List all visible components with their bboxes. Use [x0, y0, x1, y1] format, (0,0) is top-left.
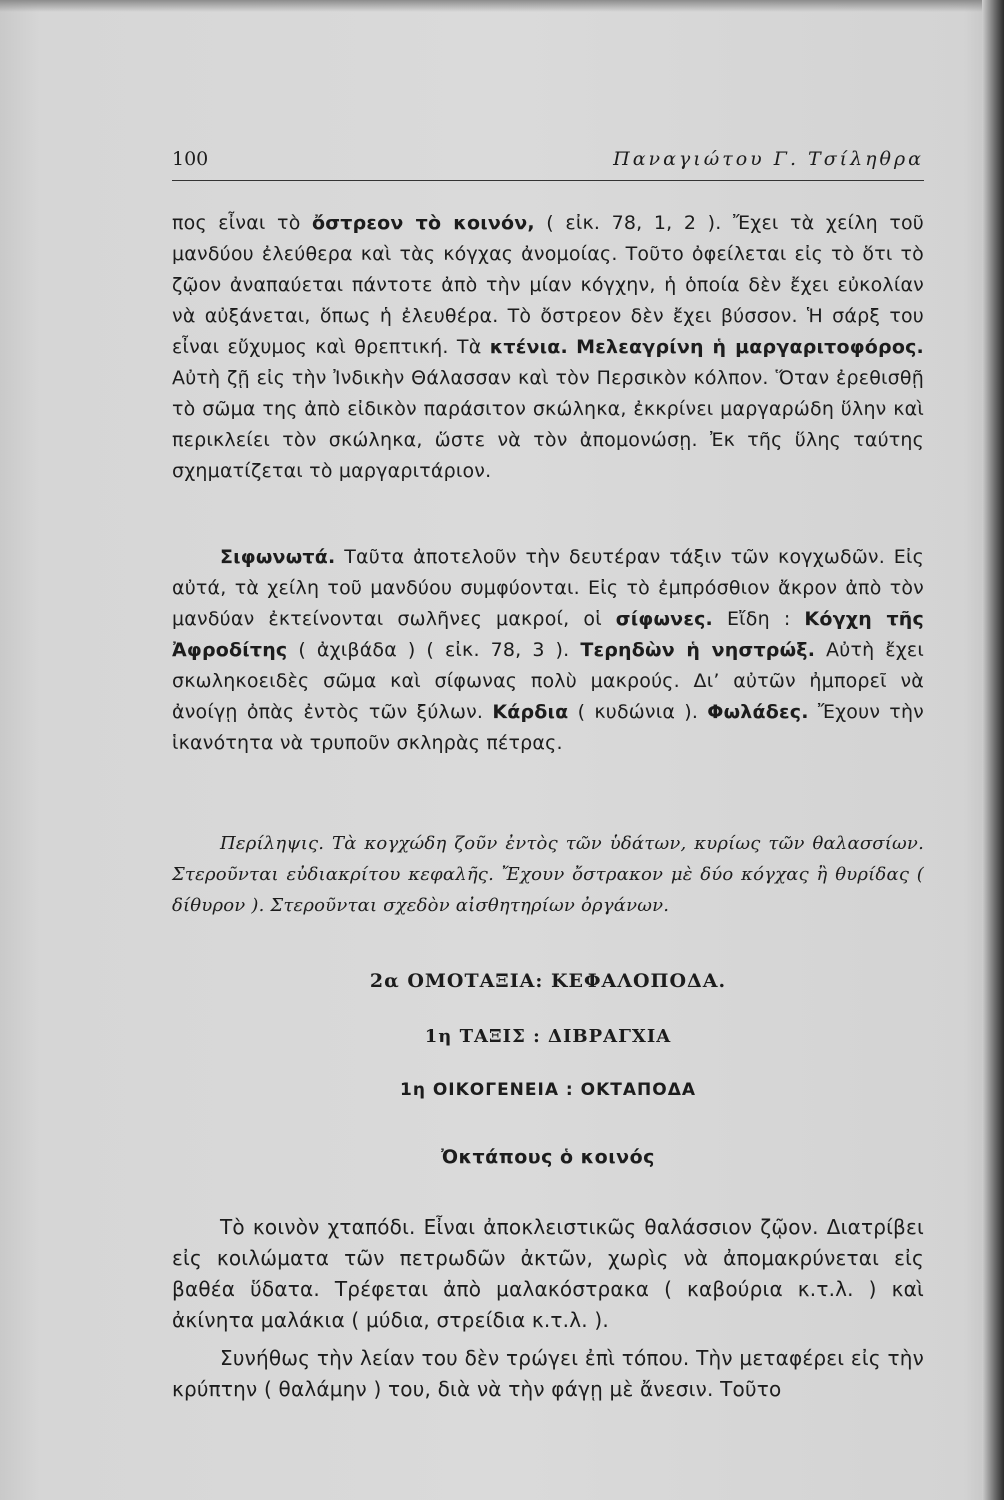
- bold-term: σίφωνες.: [615, 608, 713, 630]
- bold-term: Σιφωνωτά.: [220, 546, 336, 568]
- page-number: 100: [172, 148, 209, 170]
- paragraph-octopus-feeding: Συνήθως τὴν λείαν του δὲν τρώγει ἐπὶ τόπου. Τὴν μεταφέρει εἰς τὴν κρύπτην ( θαλάμην ) του, διὰ νὰ τὴν φάγῃ μὲ ἄνεσιν. Τοῦτο: [172, 1346, 924, 1401]
- heading-class: 2α ΟΜΟΤΑΞΙΑ: ΚΕΦΑΛΟΠΟΔΑ.: [369, 970, 727, 992]
- page-binding-shadow: [982, 0, 1004, 1500]
- text-run: Ἔχουν τὴν ἱκανότητα νὰ τρυποῦν σκληρὰς πέτρας.: [172, 701, 924, 754]
- text-run: πος εἶναι τὸ: [172, 212, 313, 234]
- paragraph-octopus: Τὸ κοινὸν χταπόδι. Εἶναι ἀποκλειστικῶς θαλάσσιον ζῷον. Διατρίβει εἰς κοιλώματα τῶν πετρωδῶν ἀκτῶν, χωρὶς νὰ ἀπομακρύνεται εἰς βαθέα ὕδατα. Τρέφεται ἀπὸ μαλακόστρακα ( καβούρια κ.τ.λ. ) καὶ ἀκίνητα μαλάκια ( μύδια, στρείδια κ.τ.λ. ).: [172, 1215, 924, 1332]
- bold-term: Φωλάδες.: [707, 701, 809, 723]
- bold-term: ὄστρεον τὸ κοινόν,: [312, 212, 535, 234]
- text-run: ( εἰκ. 78, 1, 2 ). Ἔχει τὰ χείλη τοῦ μανδύου ἐλεύθερα καὶ τὰς κόγχας ἀνομοίας. Τοῦτο ὀφείλεται εἰς τὸ ὅτι τὸ ζῷον ἀναπαύεται πάντοτε ἀπὸ τὴν μίαν κόγχην, ἡ ὁποία δὲν ἔχει εὐκολίαν νὰ αὐξάνεται, ὅπως ἡ ἐλευθέρα. Τὸ ὄστρεον δὲν ἔχει βύσσον. Ἡ σάρξ του εἶναι εὔχυμος καὶ θρεπτική. Τὰ: [172, 212, 924, 358]
- paragraph-siphonata: [172, 542, 924, 759]
- text-run: ( ἀχιβάδα ) ( εἰκ. 78, 3 ).: [287, 639, 581, 661]
- paragraph-oysters: [172, 208, 924, 487]
- paragraph-summary: Περίληψις. Τὰ κογχώδη ζοῦν ἐντὸς τῶν ὑδάτων, κυρίως τῶν θαλασσίων. Στεροῦνται εὐδιακρίτου κεφαλῆς. Ἔχουν ὄστρακον μὲ δύο κόγχας ἢ θυρίδας ( δίθυρον ). Στεροῦνται σχεδὸν αἰσθητηρίων ὀργάνων.: [172, 833, 924, 916]
- heading-species: Ὀκτάπους ὁ κοινός: [441, 1146, 655, 1168]
- text-run: [568, 336, 576, 358]
- bold-term: Μελεαγρίνη ἡ μαργαριτοφόρος.: [576, 336, 924, 358]
- bold-term: Τερηδὼν ἡ νηστρώξ.: [580, 639, 816, 661]
- page-top-shadow: [0, 0, 1004, 12]
- text-run: Αὐτὴ ἔχει σκωληκοειδὲς σῶμα καὶ σίφωνας πολὺ μακρούς. Δι’ αὐτῶν ἠμπορεῖ νὰ ἀνοίγῃ ὀπὰς ἐντὸς τῶν ξύλων.: [172, 639, 924, 723]
- heading-family: 1η ΟΙΚΟΓΕΝΕΙΑ : ΟΚΤΑΠΟΔΑ: [399, 1080, 697, 1100]
- bold-term: Κόγχη τῆς Ἀφροδίτης: [172, 608, 924, 661]
- bold-term: κτένια.: [489, 336, 568, 358]
- text-run: Ταῦτα ἀποτελοῦν τὴν δευτέραν τάξιν τῶν κογχωδῶν. Εἰς αὐτά, τὰ χείλη τοῦ μανδύου συμφύονται. Εἰς τὸ ἐμπρόσθιον ἄκρον ἀπὸ τὸν μανδύαν ἐκτείνονται σωλῆνες μακροί, οἱ: [172, 546, 924, 630]
- heading-order: 1η ΤΑΞΙΣ : ΔΙΒΡΑΓΧΙΑ: [424, 1026, 672, 1047]
- page-header: [172, 146, 924, 181]
- text-run: Αὐτὴ ζῇ εἰς τὴν Ἰνδικὴν Θάλασσαν καὶ τὸν Περσικὸν κόλπον. Ὅταν ἐρεθισθῇ τὸ σῶμα της ἀπὸ εἰδικὸν παράσιτον σκώληκα, ἐκκρίνει μαργαρώδη ὕλην καὶ περικλείει τὸν σκώληκα, ὥστε νὰ τὸν ἀπομονώσῃ. Ἐκ τῆς ὕλης ταύτης σχηματίζεται τὸ μαργαριτάριον.: [172, 367, 924, 482]
- bold-term: Κάρδια: [492, 701, 569, 723]
- running-head: Παναγιώτου Γ. Τσίληθρα: [613, 148, 924, 170]
- text-run: ( κυδώνια ).: [568, 701, 708, 723]
- text-run: Εἴδη :: [712, 608, 805, 630]
